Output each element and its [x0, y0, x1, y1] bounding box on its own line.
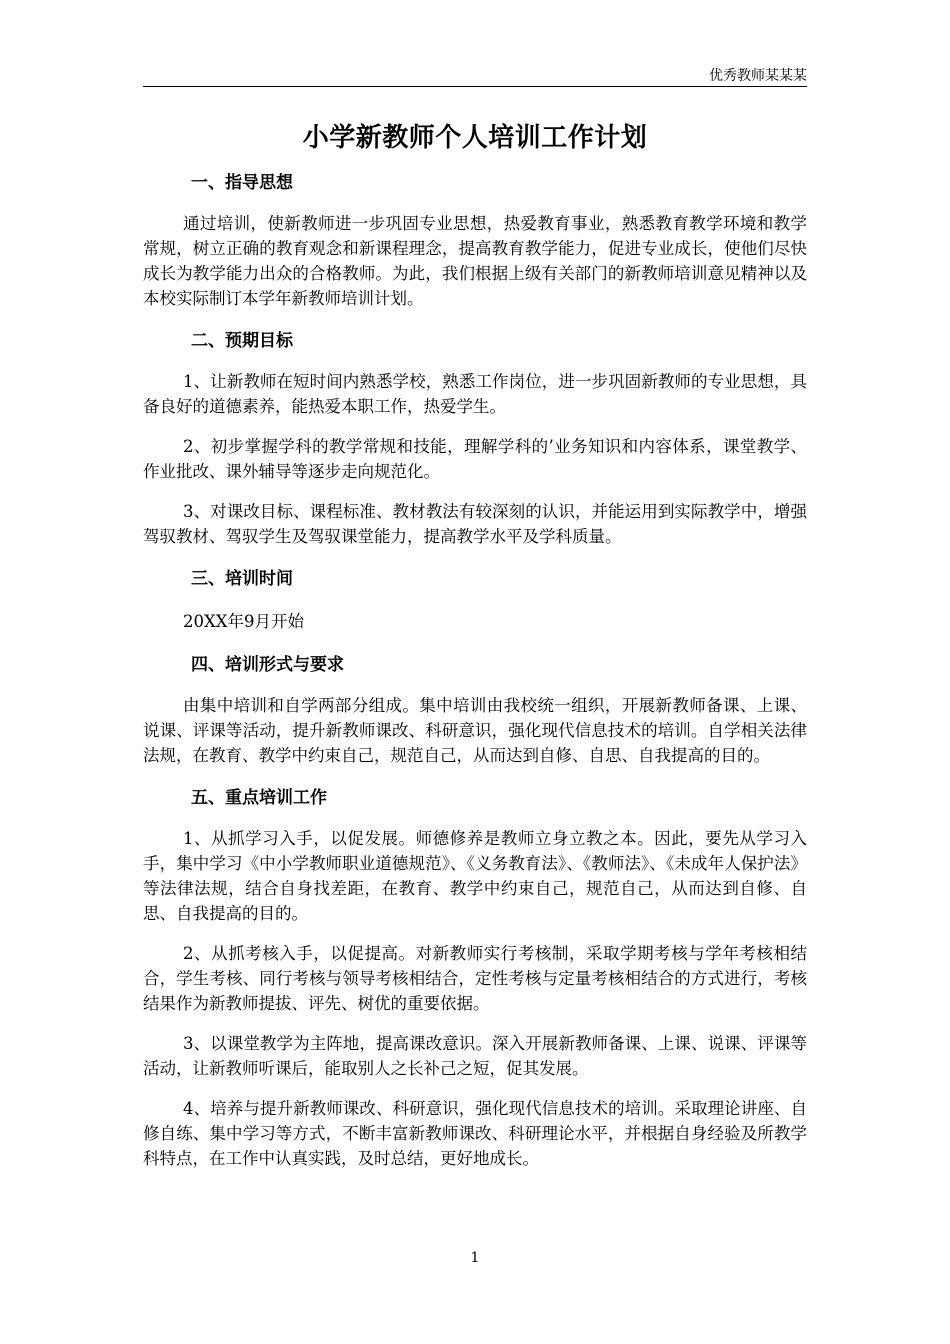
paragraph: 3、对课改目标、课程标准、教材教法有较深刻的认识，并能运用到实际教学中，增强驾驭教材、驾驭学生及驾驭课堂能力，提高教学水平及学科质量。 [143, 502, 807, 546]
header-divider [143, 86, 807, 87]
document-body [143, 168, 807, 1186]
paragraph: 20XX年9月开始 [183, 612, 304, 631]
paragraph: 由集中培训和自学两部分组成。集中培训由我校统一组织，开展新教师备课、上课、说课、评课等活动，提升新教师课改、科研意识，强化现代信息技术的培训。自学相关法律法规，在教育、教学中约束自己，规范自己，从而达到自修、自思、自我提高的目的。 [143, 696, 807, 765]
paragraph: 4、培养与提升新教师课改、科研意识，强化现代信息技术的培训。采取理论讲座、自修自练、集中学习等方式，不断丰富新教师课改、科研理论水平，并根据自身经验及所教学科特点，在工作中认真实践，及时总结，更好地成长。 [143, 1099, 807, 1168]
section-heading-training-format: 四、培训形式与要求 [191, 655, 344, 675]
document-title: 小学新教师个人培训工作计划 [302, 123, 648, 153]
section-heading-guiding-ideology: 一、指导思想 [191, 173, 293, 193]
paragraph: 2、从抓考核入手，以促提高。对新教师实行考核制，采取学期考核与学年考核相结合，学生考核、同行考核与领导考核相结合，定性考核与定量考核相结合的方式进行，考核结果作为新教师提拔、评先、树优的重要依据。 [143, 944, 807, 1013]
section-heading-training-time: 三、培训时间 [191, 569, 293, 589]
paragraph: 3、以课堂教学为主阵地，提高课改意识。深入开展新教师备课、上课、说课、评课等活动，让新教师听课后，能取别人之长补己之短，促其发展。 [143, 1034, 807, 1078]
section-heading-key-training-work: 五、重点培训工作 [191, 788, 327, 808]
page-number: 1 [470, 1250, 480, 1266]
paragraph: 通过培训，使新教师进一步巩固专业思想，热爱教育事业，熟悉教育教学环境和教学常规，树立正确的教育观念和新课程理念，提高教育教学能力，促进专业成长，使他们尽快成长为教学能力出众的合格教师。为此，我们根据上级有关部门的新教师培训意见精神以及本校实际制订本学年新教师培训计划。 [143, 214, 807, 308]
page-header-author: 优秀教师某某某 [709, 68, 807, 84]
paragraph: 1、让新教师在短时间内熟悉学校，熟悉工作岗位，进一步巩固新教师的专业思想，具备良好的道德素养，能热爱本职工作，热爱学生。 [143, 372, 807, 416]
section-heading-expected-goals: 二、预期目标 [191, 331, 293, 351]
paragraph: 2、初步掌握学科的教学常规和技能，理解学科的’业务知识和内容体系，课堂教学、作业批改、课外辅导等逐步走向规范化。 [143, 437, 807, 481]
paragraph: 1、从抓学习入手，以促发展。师德修养是教师立身立教之本。因此，要先从学习入手，集中学习《中小学教师职业道德规范》、《义务教育法》、《教师法》、《未成年人保护法》等法律法规，结合自身找差距，在教育、教学中约束自己，规范自己，从而达到自修、自思、自我提高的目的。 [143, 829, 807, 923]
